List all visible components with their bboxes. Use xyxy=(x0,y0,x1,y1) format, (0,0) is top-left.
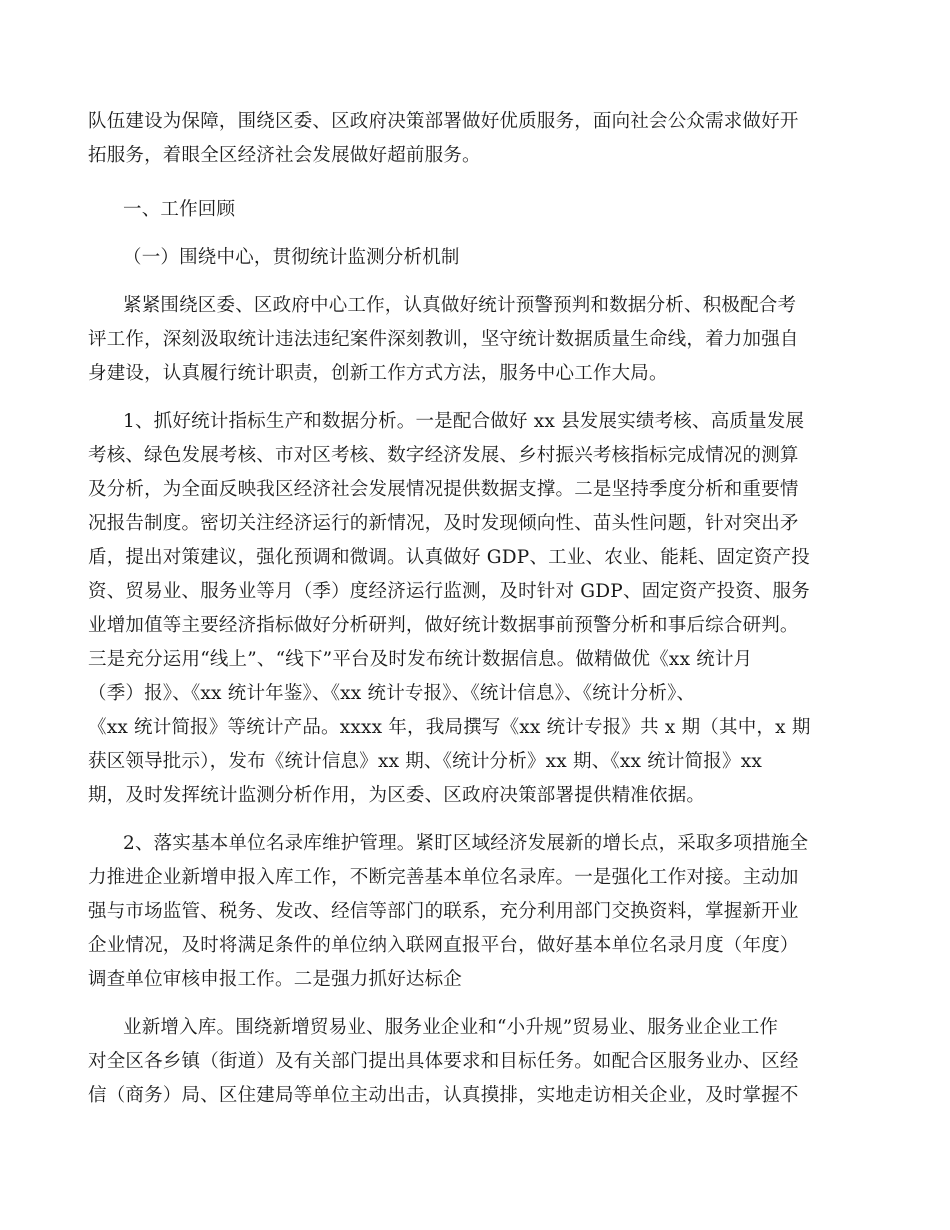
section-heading: 一、工作回顾 xyxy=(123,199,236,220)
body-text-line: 考核、绿色发展考核、市对区考核、数字经济发展、乡村振兴考核指标完成情况的测算 xyxy=(88,445,799,466)
body-text-line: 况报告制度。密切关注经济运行的新情况，及时发现倾向性、苗头性问题，针对突出矛 xyxy=(88,513,799,534)
body-text-line: 2、落实基本单位名录库维护管理。紧盯区域经济发展新的增长点，采取多项措施全 xyxy=(123,833,809,854)
body-text-line: （季）报》、《xx 统计年鉴》、《xx 统计专报》、《统计信息》、《统计分析》、 xyxy=(88,683,696,704)
body-text-line: 力推进企业新增申报入库工作，不断完善基本单位名录库。一是强化工作对接。主动加 xyxy=(88,867,799,888)
body-text-line: 资、贸易业、服务业等月（季）度经济运行监测，及时针对 GDP、固定资产投资、服务 xyxy=(88,581,810,602)
body-text-line: 强与市场监管、税务、发改、经信等部门的联系，充分利用部门交换资料，掌握新开业 xyxy=(88,901,799,922)
body-text-line: 盾，提出对策建议，强化预调和微调。认真做好 GDP、工业、农业、能耗、固定资产投 xyxy=(88,547,810,568)
body-text-line: 队伍建设为保障，围绕区委、区政府决策部署做好优质服务，面向社会公众需求做好开 xyxy=(88,111,799,132)
body-text-line: 及分析，为全面反映我区经济社会发展情况提供数据支撑。二是坚持季度分析和重要情 xyxy=(88,479,799,500)
body-text-line: 企业情况，及时将满足条件的单位纳入联网直报平台，做好基本单位名录月度（年度） xyxy=(88,935,799,956)
body-text-line: 紧紧围绕区委、区政府中心工作，认真做好统计预警预判和数据分析、积极配合考 xyxy=(123,295,797,316)
body-text-line: 1、抓好统计指标生产和数据分析。一是配合做好 xx 县发展实绩考核、高质量发展 xyxy=(123,411,805,432)
body-text-line: 《xx 统计简报》等统计产品。xxxx 年，我局撰写《xx 统计专报》共 x 期（其中，x 期 xyxy=(88,717,811,738)
body-text-line: 获区领导批示），发布《统计信息》xx 期、《统计分析》xx 期、《xx 统计简报》xx xyxy=(88,751,762,772)
body-text-line: 拓服务，着眼全区经济社会发展做好超前服务。 xyxy=(88,145,481,166)
body-text-line: 业增加值等主要经济指标做好分析研判，做好统计数据事前预警分析和事后综合研判。 xyxy=(88,615,799,636)
subsection-heading: （一）围绕中心，贯彻统计监测分析机制 xyxy=(123,247,460,268)
body-text-line: 三是充分运用“线上”、“线下”平台及时发布统计数据信息。做精做优《xx 统计月 xyxy=(88,649,753,670)
body-text-line: 期，及时发挥统计监测分析作用，为区委、区政府决策部署提供精准依据。 xyxy=(88,785,706,806)
body-text-line: 业新增入库。围绕新增贸易业、服务业企业和“小升规”贸易业、服务业企业工作 xyxy=(123,1017,779,1038)
body-text-line: 身建设，认真履行统计职责，创新工作方式方法，服务中心工作大局。 xyxy=(88,363,668,384)
body-text-line: 调查单位审核申报工作。二是强力抓好达标企 xyxy=(88,969,463,990)
body-text-line: 信（商务）局、区住建局等单位主动出击，认真摸排，实地走访相关企业，及时掌握不 xyxy=(88,1085,799,1106)
body-text-line: 评工作，深刻汲取统计违法违纪案件深刻教训，坚守统计数据质量生命线，着力加强自 xyxy=(88,329,799,350)
body-text-line: 对全区各乡镇（街道）及有关部门提出具体要求和目标任务。如配合区服务业办、区经 xyxy=(88,1051,799,1072)
